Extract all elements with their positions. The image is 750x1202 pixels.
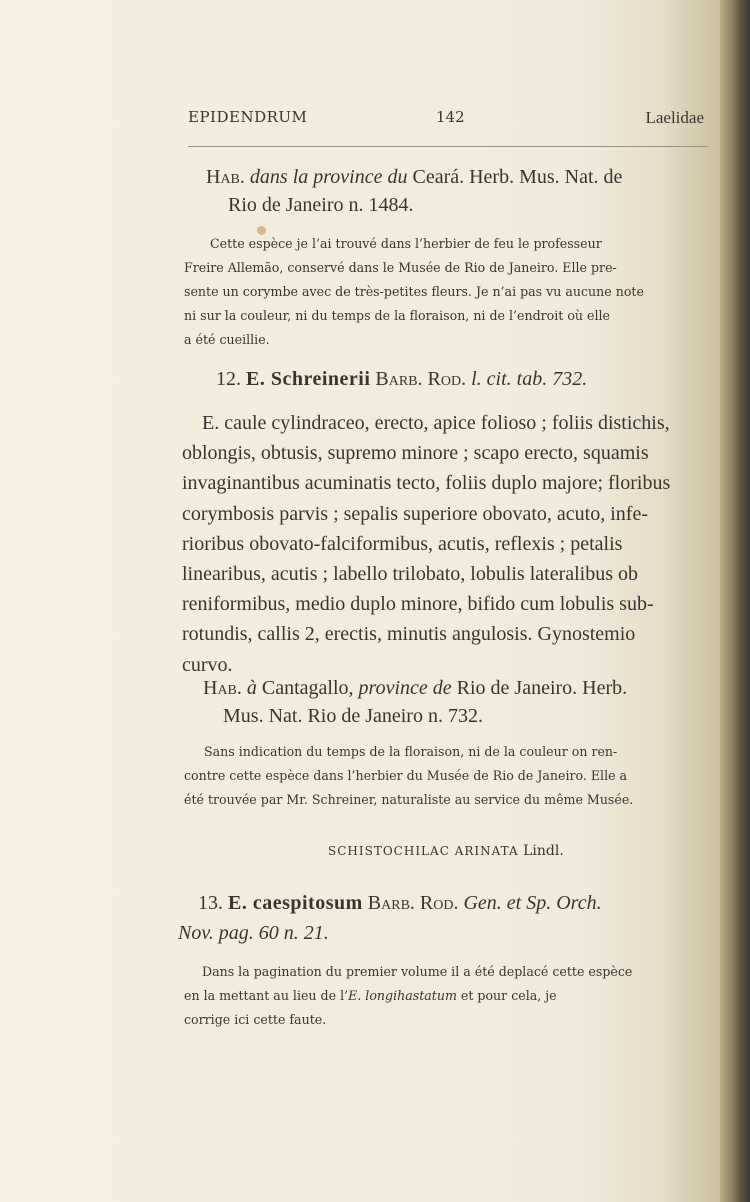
note-2-line: Sans indication du temps de la floraison, ni de la couleur on ren- (204, 744, 618, 759)
species-author: Barb. Rod. (367, 892, 459, 914)
header-rule (188, 146, 708, 147)
description-line: rotundis, callis 2, erectis, minutis angulosis. Gynostemio (182, 623, 636, 646)
habitat-1-line-2: Rio de Janeiro n. 1484. (228, 194, 414, 216)
note-3 (184, 960, 704, 1032)
habitat-2-italic: province de (358, 677, 452, 699)
note-2-line: été trouvée par Mr. Schreiner, naturaliste au service du même Musée. (184, 792, 634, 807)
header-genus: EPIDENDRUM (188, 108, 308, 126)
description-line: E. caule cylindraceo, erecto, apice folioso ; foliis distichis, (202, 412, 670, 434)
species-name: E. caespitosum (228, 892, 363, 914)
species-12-description (182, 408, 704, 680)
synonym-name: SCHISTOCHILAC ARINATA (328, 844, 519, 858)
description-line: corymbosis parvis ; sepalis superiore obovato, acuto, infe- (182, 502, 648, 525)
species-reference-number: 732. (552, 368, 588, 390)
running-header (188, 108, 704, 132)
species-reference: l. cit. tab. (471, 368, 548, 390)
page-number: 142 (436, 108, 465, 126)
description-line: linearibus, acutis ; labello trilobato, lobulis lateralibus ob (182, 563, 639, 586)
page-edge-shadow (720, 0, 750, 1202)
species-13-line-1 (178, 888, 704, 918)
habitat-2-italic: à (246, 677, 257, 699)
note-3-line: corrige ici cette faute. (184, 1012, 327, 1027)
description-line: rioribus obovato-falciformibus, acutis, reflexis ; petalis (182, 532, 623, 555)
species-author: Barb. Rod. (375, 368, 467, 390)
header-family: Laelidae (645, 108, 704, 127)
note-3-line (184, 984, 704, 1008)
note-1-line: Freire Allemão, conservé dans le Musée de Rio de Janeiro. Elle pre- (184, 260, 617, 275)
note-3-text: en la mettant au lieu de l’ (184, 988, 349, 1003)
note-3-text: et pour cela, je (456, 988, 557, 1003)
note-1-line: a été cueillie. (184, 332, 270, 347)
note-3-species: E. longihastatum (348, 988, 457, 1003)
note-1-line: Cette espèce je l’ai trouvé dans l’herbier de feu le professeur (210, 236, 602, 251)
species-number: 12. (216, 368, 241, 390)
habitat-1 (206, 163, 706, 219)
habitat-1-italic: dans la province du (249, 166, 408, 188)
habitat-1-rest: Ceará. Herb. Mus. Nat. de (407, 166, 623, 188)
species-12-heading (216, 364, 706, 394)
note-3-line: Dans la pagination du premier volume il a été deplacé cette espèce (202, 964, 633, 979)
habitat-2-place: Cantagallo, (256, 677, 359, 699)
habitat-2-line-2: Mus. Nat. Rio de Janeiro n. 732. (223, 705, 483, 727)
description-line: curvo. (182, 653, 233, 676)
synonym-line (328, 843, 708, 859)
note-2 (184, 740, 704, 812)
habitat-label: Hab. (206, 166, 245, 188)
species-reference: Gen. et Sp. Orch. (463, 892, 602, 914)
species-name: E. Schreinerii (246, 368, 371, 390)
habitat-2-rest: Rio de Janeiro. Herb. (451, 677, 628, 699)
description-line: invaginantibus acuminatis tecto, foliis duplo majore; floribus (182, 472, 671, 495)
habitat-1-line-1 (206, 163, 706, 191)
synonym-author: Lindl. (523, 843, 564, 859)
species-13-line-2: Nov. pag. 60 n. 21. (178, 922, 329, 944)
habitat-2 (203, 674, 703, 730)
note-2-line: contre cette espèce dans l’herbier du Musée de Rio de Janeiro. Elle a (184, 768, 628, 783)
description-line: reniformibus, medio duplo minore, bifido cum lobulis sub- (182, 593, 654, 616)
description-line: oblongis, obtusis, supremo minore ; scapo erecto, squamis (182, 442, 649, 465)
note-1-line: ni sur la couleur, ni du temps de la floraison, ni de l’endroit où elle (184, 308, 610, 323)
habitat-label: Hab. (203, 677, 242, 699)
species-number: 13. (198, 892, 223, 914)
habitat-2-line-1 (203, 674, 703, 702)
species-13-heading (178, 888, 704, 948)
note-1-line: sente un corymbe avec de très-petites fleurs. Je n’ai pas vu aucune note (184, 284, 644, 299)
note-1 (184, 232, 704, 352)
